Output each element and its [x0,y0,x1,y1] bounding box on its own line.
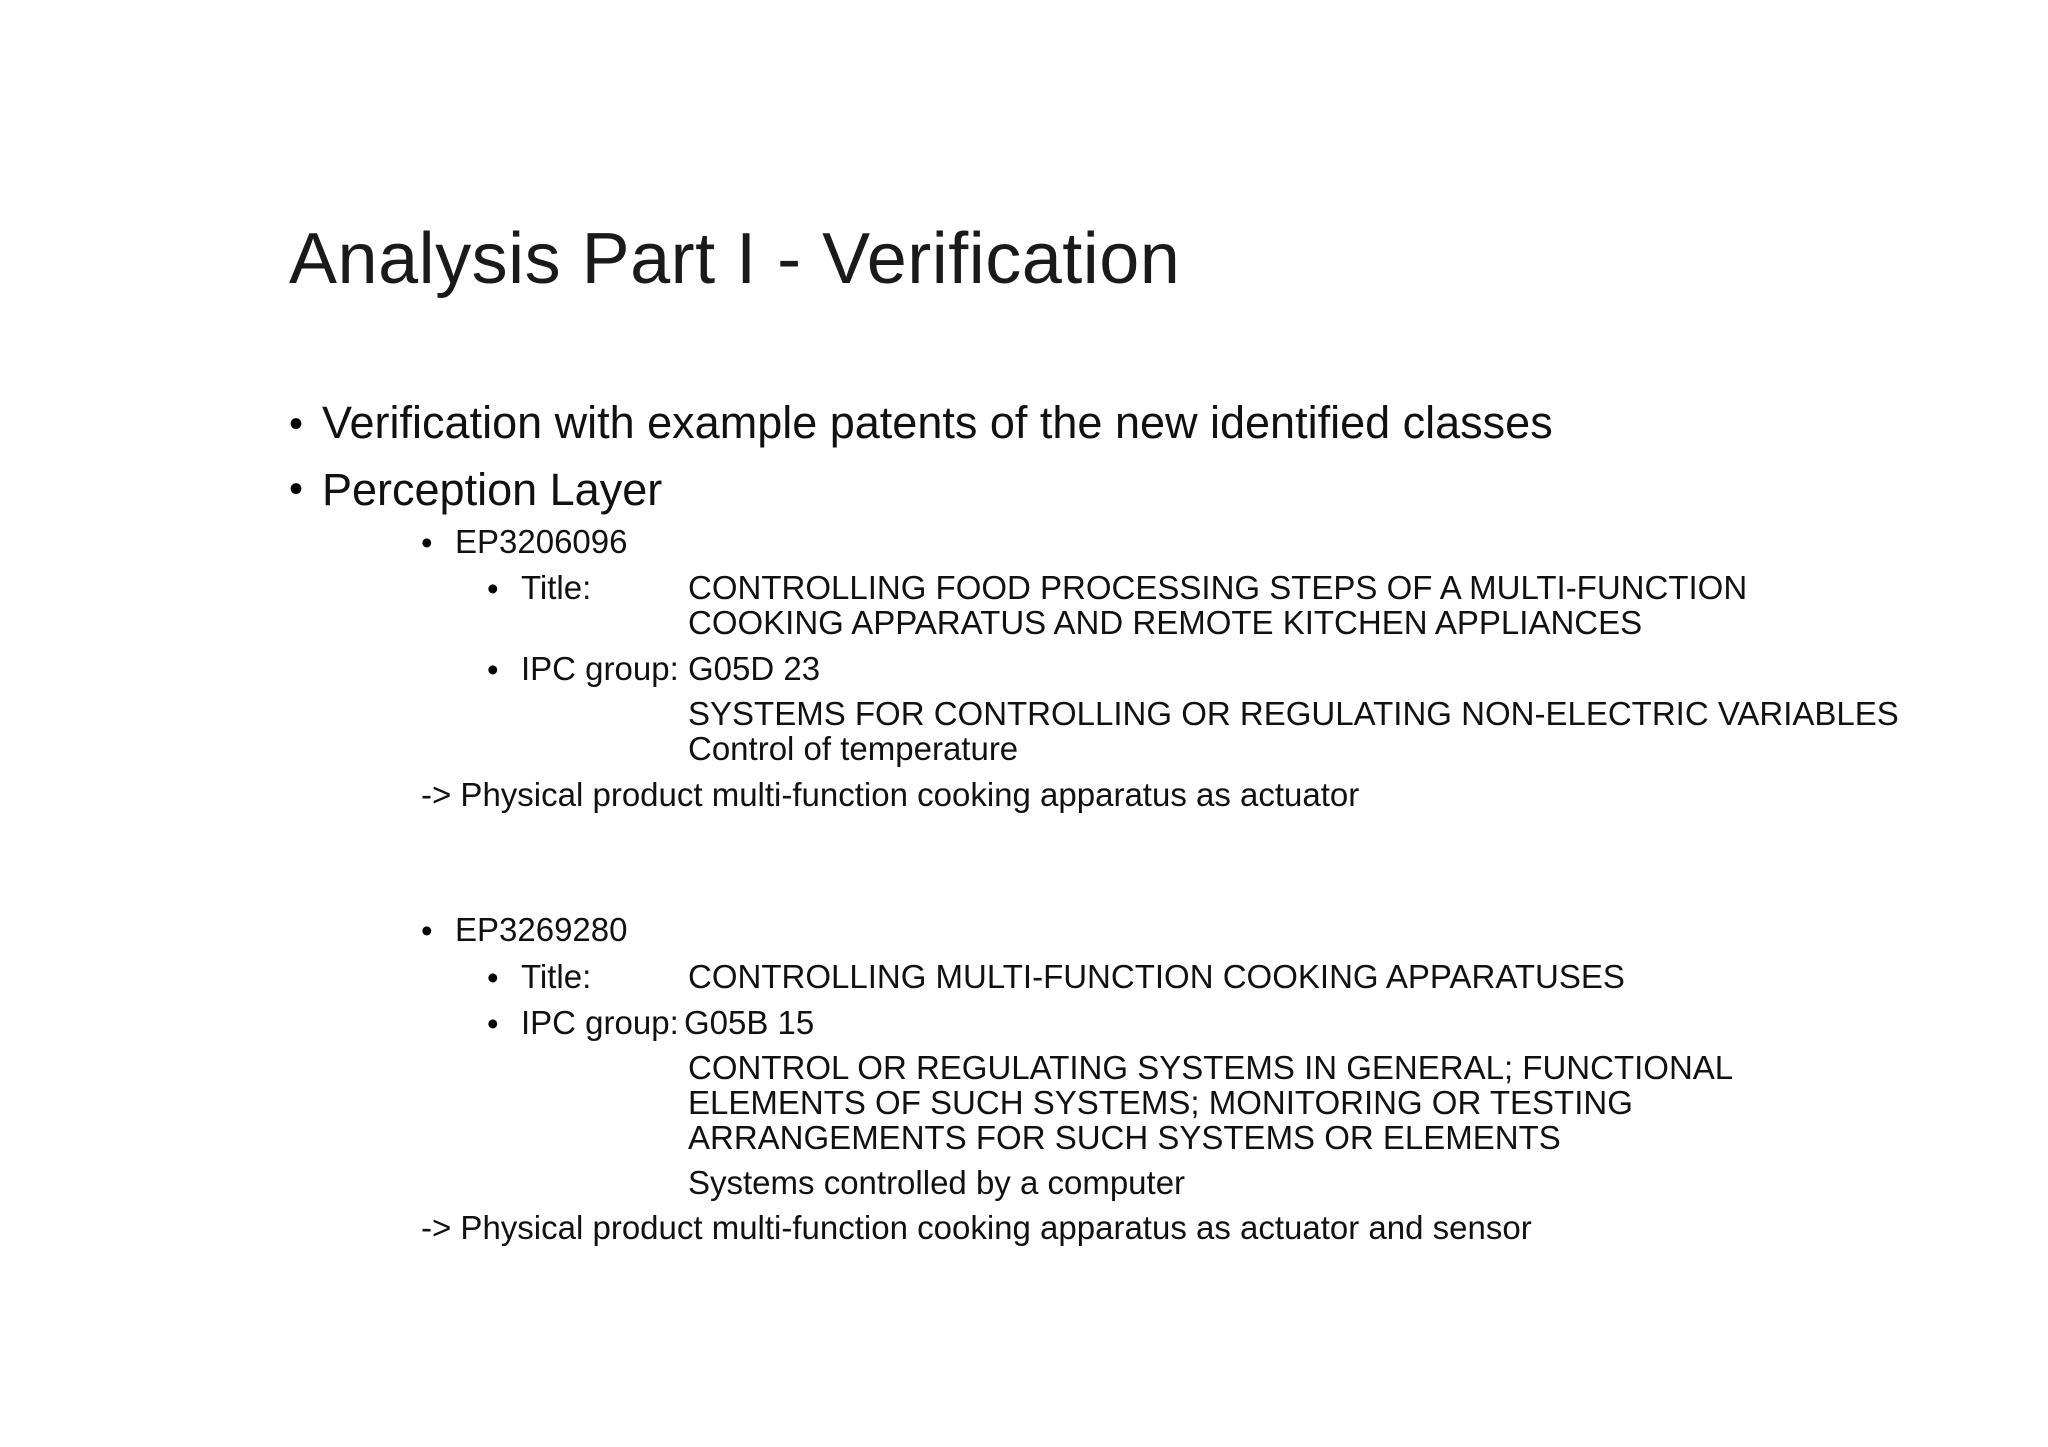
ipc-description-line: SYSTEMS FOR CONTROLLING OR REGULATING NON-ELECTRIC VARIABLES [688,695,1899,732]
bullet-icon: • [487,959,499,996]
ipc-code: G05B 15 [684,1004,815,1041]
title-label: Title: [521,958,592,995]
patent-title-line: CONTROLLING FOOD PROCESSING STEPS OF A MULTI-FUNCTION [688,569,1748,606]
bullet-icon: • [487,651,499,688]
bullet-icon: • [421,912,433,949]
ipc-label: IPC group: [521,1004,679,1041]
conclusion: -> Physical product multi-function cooking apparatus as actuator [421,776,1360,813]
patent-id: EP3269280 [455,911,628,948]
patent-id: EP3206096 [455,523,628,560]
ipc-description-line: CONTROL OR REGULATING SYSTEMS IN GENERAL; FUNCTIONAL [688,1049,1734,1086]
ipc-description-line: Systems controlled by a computer [688,1164,1186,1201]
bullet-icon: • [421,524,433,561]
ipc-description-line: ARRANGEMENTS FOR SUCH SYSTEMS OR ELEMENTS [688,1119,1561,1156]
patent-title-line: CONTROLLING MULTI-FUNCTION COOKING APPARATUSES [688,958,1625,995]
ipc-label: IPC group: [521,650,679,687]
ipc-description-line: ELEMENTS OF SUCH SYSTEMS; MONITORING OR TESTING [688,1084,1633,1121]
title-label: Title: [521,569,592,606]
bullet-icon: • [487,570,499,607]
conclusion: -> Physical product multi-function cooking apparatus as actuator and sensor [421,1209,1532,1246]
ipc-description-line: Control of temperature [688,730,1019,767]
bullet-icon: • [487,1005,499,1042]
patent-title-line: COOKING APPARATUS AND REMOTE KITCHEN APPLIANCES [688,604,1643,641]
ipc-code: G05D 23 [688,650,821,687]
bullet-icon: • [289,467,304,511]
bullet-perception-layer: Perception Layer [322,464,663,515]
slide-title: Analysis Part I - Verification [289,219,1181,299]
bullet-verification: Verification with example patents of the new identified classes [322,397,1553,448]
bullet-icon: • [289,402,304,446]
